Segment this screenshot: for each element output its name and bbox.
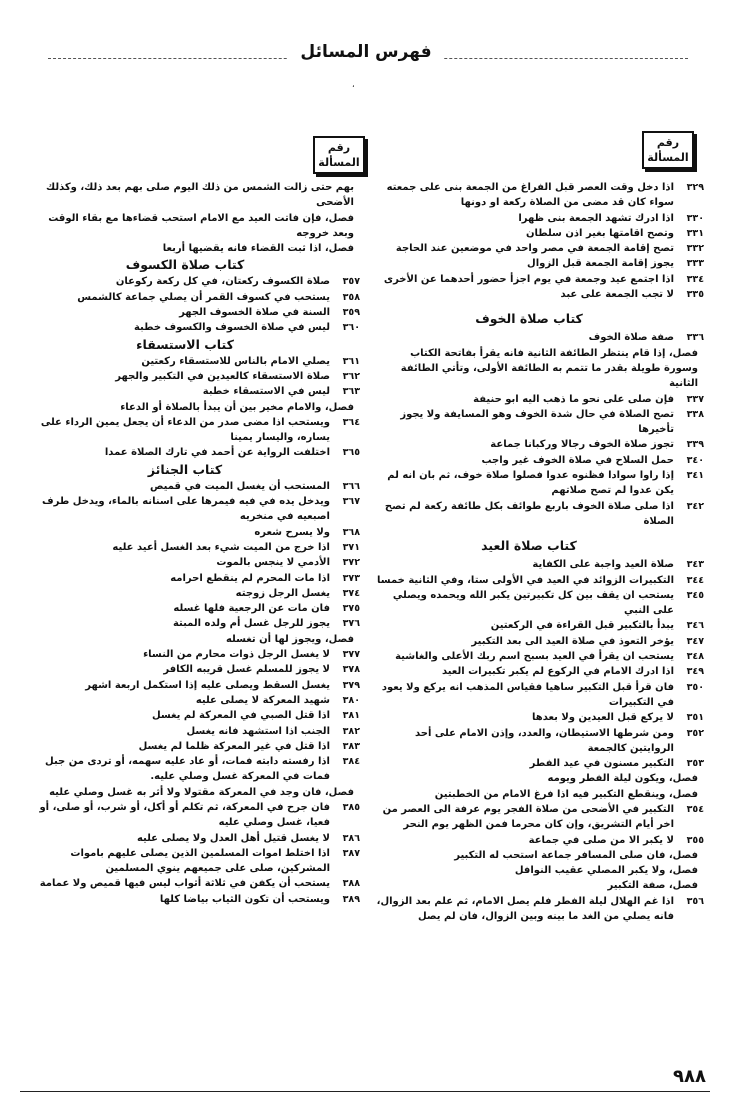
entry-number: ٣٨٨ (342, 878, 360, 890)
entry-number: ٣٧٨ (342, 664, 360, 676)
entry-text: التكبيرات الزوائد في العيد في الأولى ستا، وفي الثانية خمسا (377, 574, 674, 586)
entry-number: ٣٢٩ (686, 182, 704, 193)
entry-text: ويستحب اذا مضى صدر من الدعاء أن يجعل يمين الرداء على يساره، واليسار يمينا (40, 416, 330, 444)
footer-rule (20, 1091, 710, 1092)
index-entry (374, 226, 704, 241)
index-entry (30, 445, 360, 460)
index-entry (30, 494, 360, 525)
index-column-left (30, 180, 360, 907)
index-entry (30, 415, 360, 446)
index-entry (30, 555, 360, 570)
entry-number: ٣٨٥ (342, 801, 360, 813)
entry-text: اذا مات المحرم لم ينقطع احرامه (170, 572, 330, 584)
entry-text: ليس في صلاة الخسوف والكسوف خطبة (133, 322, 330, 334)
entry-number: ٣٨٤ (342, 756, 360, 768)
entry-number: ٣٧٢ (342, 557, 360, 569)
entry-text: يستحب أن يكفن في ثلاثة أثواب ليس فيها قميص ولا عمامة (39, 878, 330, 890)
index-entry (30, 525, 360, 540)
index-entry (374, 437, 704, 452)
entry-number: ٣٤٨ (686, 651, 704, 663)
entry-text: اذا قتل الصبي في المعركة لم يغسل (151, 710, 330, 722)
index-entry (30, 708, 360, 723)
entry-text: لا يغسل الرجل ذوات محارم من النساء (143, 649, 330, 661)
entry-text: فان مات عن الرجعية فلها غسله (173, 603, 330, 615)
entry-text: صلاة الكسوف ركعتان، في كل ركعة ركوعان (115, 276, 330, 288)
index-entry (30, 647, 360, 662)
entry-number: ٣٣٤ (686, 273, 704, 285)
index-entry (374, 588, 704, 619)
index-entry (374, 726, 704, 757)
entry-text: اذا ادرك الامام في الركوع لم يكبر تكبيرات العيد (441, 666, 674, 678)
index-entry (30, 754, 360, 785)
index-entry (374, 180, 704, 211)
index-entry (30, 586, 360, 601)
entry-number: ٣٣٥ (686, 289, 704, 301)
entry-number: ٣٤٣ (686, 559, 704, 571)
index-entry (30, 678, 360, 693)
entry-text: فصل، فإن فاتت العيد مع الامام استحب قضاءها مع بقاء الوقت وبعد خروجه (48, 212, 354, 239)
entry-number: ٣٤٩ (686, 666, 704, 678)
index-entry (30, 693, 360, 708)
index-entry (374, 287, 704, 302)
entry-text: يستحب ان يقرأ في العيد بسبح اسم ربك الأعلى والغاشية (395, 651, 674, 663)
index-entry (30, 571, 360, 586)
entry-text: يستحب في كسوف القمر أن يصلي جماعة كالشمس (77, 291, 330, 303)
entry-number: ٣٣٨ (686, 408, 704, 420)
entry-text: المستحب أن يغسل الميت في قميص (149, 480, 330, 492)
index-continuation (30, 180, 360, 211)
badge-label-line1: رقم (656, 136, 680, 149)
index-note (374, 878, 704, 893)
index-entry (30, 616, 360, 631)
index-entry (374, 802, 704, 833)
entry-text: يستحب ان يقف بين كل تكبيرتين يكبر الله ويحمده ويصلي على النبي (392, 589, 674, 617)
entry-text: حمل السلاح في صلاة الخوف غير واجب (481, 454, 674, 466)
index-entry (374, 680, 704, 711)
entry-text: التكبير في الأضحى من صلاة الفجر يوم عرفة الى العصر من اخر أيام التشريق، وإن كان محرما فمن الظهر يوم النحر (382, 803, 674, 831)
entry-text: فصل، فان وجد في المعركة مقتولا ولا أثر به غسل وصلي عليه (49, 786, 354, 798)
entry-number: ٣٤١ (686, 470, 704, 482)
index-entry (30, 384, 360, 399)
entry-number: ٣٧٥ (342, 603, 360, 615)
entry-text: الجنب اذا استشهد فانه يغسل (186, 725, 330, 737)
entry-number: ٣٨٦ (342, 832, 360, 844)
entry-text: فصل، والامام مخير بين أن يبدأ بالصلاة أو الدعاء (120, 401, 354, 413)
index-note (374, 848, 704, 863)
entry-number: ٣٦١ (342, 355, 360, 367)
entry-text: وتصح اقامتها بغير اذن سلطان (525, 227, 674, 239)
entry-text: فصل، وينقطع التكبير فيه اذا فرغ الامام من الخطبتين (434, 788, 698, 800)
entry-text: شهيد المعركة لا يصلى عليه (195, 694, 330, 706)
entry-number: ٣٧١ (342, 541, 360, 553)
entry-number: ٣٦٥ (342, 447, 360, 459)
index-entry (374, 453, 704, 468)
entry-text: فصل، ويكون ليلة الفطر ويومه (547, 773, 698, 785)
entry-text: فإن صلى على نحو ما ذهب اليه ابو حنيفة (473, 393, 674, 405)
badge-label-line1: رقم (327, 141, 351, 154)
entry-text: تصح إقامة الجمعة في مصر واحد في موضعين عند الحاجة (395, 243, 674, 255)
entry-number: ٣٣١ (686, 227, 704, 239)
entry-number: ٣٥٥ (686, 834, 704, 846)
page-header (0, 42, 732, 62)
index-entry (374, 664, 704, 679)
section-heading: كتاب صلاة الكسوف (125, 257, 245, 273)
entry-number: ٣٤٤ (686, 574, 704, 586)
entry-number: ٣٣٩ (686, 439, 704, 451)
index-note (374, 863, 704, 878)
entry-number: ٣٥٠ (686, 681, 704, 693)
index-entry (374, 392, 704, 407)
entry-number: ٣٧٣ (342, 572, 360, 584)
index-entry (30, 320, 360, 335)
index-entry (374, 573, 704, 588)
entry-text: تصح الصلاة في حال شدة الخوف وهو المسايفة ولا يجوز تأخيرها (400, 408, 674, 436)
index-entry (30, 846, 360, 877)
entry-number: ٣٤٢ (686, 500, 704, 512)
index-note (374, 346, 704, 392)
entry-text: يغسل الرجل زوجته (235, 587, 330, 599)
index-entry (374, 330, 704, 345)
index-entry (30, 876, 360, 891)
entry-number: ٣٧٧ (342, 649, 360, 661)
entry-number: ٣٨٩ (342, 893, 360, 905)
entry-text: لا تجب الجمعة على عبد (560, 289, 674, 301)
issue-number-badge-right (642, 131, 694, 169)
entry-number: ٣٦٤ (342, 416, 360, 428)
index-note (30, 211, 360, 242)
index-note (30, 785, 360, 800)
entry-number: ٣٤٧ (686, 635, 704, 647)
page-number: ٩٨٨ (673, 1066, 706, 1087)
entry-text: صلاة العيد واجبة على الكفاية (532, 559, 674, 571)
entry-text: ولا يسرح شعره (254, 526, 330, 538)
entry-text: الأدمي لا ينجس بالموت (216, 557, 330, 569)
index-entry (374, 499, 704, 530)
index-note (374, 771, 704, 786)
entry-text: إذا راوا سوادا فظنوه عدوا فصلوا صلاة خوف، ثم بان انه لم يكن عدوا لم تصح صلاتهم (387, 470, 674, 497)
entry-number: ٣٤٠ (686, 454, 704, 466)
section-heading: كتاب صلاة العيد (481, 538, 577, 554)
index-entry (374, 211, 704, 226)
header-mark: ، (352, 80, 355, 89)
entry-number: ٣٥٨ (342, 291, 360, 303)
index-entry (30, 662, 360, 677)
entry-text: اختلفت الرواية عن أحمد في تارك الصلاة عمدا (104, 447, 330, 459)
index-entry (374, 649, 704, 664)
entry-text: يبدأ بالتكبير قبل القراءة في الركعتين (490, 620, 674, 632)
entry-text: يصلي الامام بالناس للاستسقاء ركعتين (141, 355, 330, 367)
entry-text: ويدخل يده في فيه فيمرها على اسنانه بالماء، ويدخل طرف اصبعيه في منخريه (42, 496, 330, 523)
entry-text: لا يجوز للمسلم غسل قريبه الكافر (163, 664, 330, 676)
index-entry (374, 557, 704, 572)
entry-text: السنة في صلاة الخسوف الجهر (179, 307, 330, 319)
entry-number: ٣٤٦ (686, 620, 704, 632)
index-entry (30, 601, 360, 616)
entry-text: اذا خرج من الميت شيء بعد الغسل أعيد عليه (112, 541, 330, 553)
entry-number: ٣٧٩ (342, 679, 360, 691)
entry-number: ٣٣٣ (686, 258, 704, 270)
entry-number: ٣٥٦ (686, 895, 704, 907)
entry-number: ٣٣٦ (686, 332, 704, 344)
index-entry (374, 756, 704, 771)
entry-number: ٣٧٤ (342, 587, 360, 599)
index-entry (30, 290, 360, 305)
entry-text: فصل، فان صلى المسافر جماعة استحب له التكبير (454, 849, 698, 861)
index-entry (374, 710, 704, 725)
index-entry (374, 256, 704, 271)
entry-number: ٣٣٧ (686, 393, 704, 405)
index-entry (30, 892, 360, 907)
section-heading: كتاب الاستسقاء (136, 336, 234, 352)
index-entry (374, 468, 704, 499)
index-entry (30, 800, 360, 831)
entry-number: ٣٦٣ (342, 386, 360, 398)
entry-text: فصل، صفة التكبير (607, 880, 698, 892)
index-entry (30, 831, 360, 846)
index-entry (30, 540, 360, 555)
entry-number: ٣٨١ (342, 710, 360, 722)
entry-number: ٣٦٠ (342, 322, 360, 334)
entry-text: صلاة الاستسقاء كالعيدين في التكبير والجهر (115, 370, 330, 382)
entry-text: اذا ادرك تشهد الجمعة بنى ظهرا (518, 212, 674, 224)
entry-text: التكبير مسنون في عيد الفطر (529, 758, 674, 770)
entry-text: اذا قتل في غير المعركة ظلما لم يغسل (138, 740, 330, 752)
entry-text: فصل، اذا ثبت القضاء فانه يقضيها أربعا (162, 243, 354, 255)
entry-number: ٣٣٠ (686, 212, 704, 224)
index-entry (30, 305, 360, 320)
section-heading: كتاب الجنائز (147, 461, 223, 477)
index-entry (374, 241, 704, 256)
index-entry (30, 354, 360, 369)
entry-text: اذا رفسته دابته فمات، أو عاد عليه سهمه، أو تردى من جبل فمات في المعركة غسل وصلي عليه. (45, 756, 330, 783)
entry-number: ٣٥٩ (342, 307, 360, 319)
badge-label-line2: المسألة (318, 156, 360, 169)
entry-text: اذا دخل وقت العصر قبل الفراغ من الجمعة بنى على جمعته سواء كان قد مضى من الصلاة ركعة او دونها (386, 182, 674, 209)
index-note (30, 241, 360, 256)
entry-text: صفة صلاة الخوف (588, 332, 674, 344)
entry-number: ٣٦٢ (342, 370, 360, 382)
index-entry (30, 739, 360, 754)
index-entry (374, 618, 704, 633)
issue-number-badge-left (313, 136, 365, 174)
index-entry (374, 634, 704, 649)
index-column-right (374, 180, 704, 924)
index-note (30, 400, 360, 415)
badge-label-line2: المسألة (647, 151, 689, 164)
entry-number: ٣٨٧ (342, 847, 360, 859)
entry-text: لا يغسل قتيل أهل العدل ولا يصلى عليه (136, 832, 330, 844)
entry-number: ٣٨٠ (342, 694, 360, 706)
index-entry (30, 479, 360, 494)
index-entry (374, 272, 704, 287)
index-entry (30, 369, 360, 384)
index-note (374, 787, 704, 802)
index-note (30, 632, 360, 647)
entry-text: فصل، إذا قام ينتظر الطائفة الثانية فانه يقرأ بفاتحة الكتاب وسورة طويلة بقدر ما تتمم به الطائفة الأولى، وتأتي الطائفة الثانية (400, 347, 698, 390)
entry-text: ومن شرطها الاستيطان، والعدد، وإذن الامام على أحد الروايتين كالجمعة (415, 727, 674, 754)
index-entry (374, 894, 704, 925)
entry-text: فصل، ويجوز لها أن تغسله (225, 633, 354, 645)
entry-number: ٣٥٢ (686, 727, 704, 739)
entry-number: ٣٥٧ (342, 276, 360, 288)
entry-number: ٣٥١ (686, 712, 704, 724)
entry-text: ليس في الاستسقاء خطبة (202, 386, 330, 398)
entry-text: يؤخر التعوذ في صلاة العيد الى بعد التكبير (471, 635, 674, 647)
entry-text: يجوز للرجل غسل أم ولده المبتة (172, 618, 330, 630)
entry-text: تجوز صلاة الخوف رجالا وركبانا جماعة (490, 439, 674, 451)
entry-text: لا يكبر الا من صلى في جماعة (528, 834, 674, 846)
page-title: فهرس المسائل (288, 42, 443, 62)
entry-number: ٣٥٣ (686, 758, 704, 770)
section-heading: كتاب صلاة الخوف (475, 311, 583, 327)
entry-text: فصل، ولا يكبر المصلي عقيب النوافل (514, 865, 698, 877)
entry-number: ٣٦٦ (342, 480, 360, 492)
entry-number: ٣٨٢ (342, 725, 360, 737)
entry-text: يجوز إقامة الجمعة قبل الزوال (527, 258, 674, 270)
index-entry (374, 833, 704, 848)
entry-number: ٣٧٦ (342, 618, 360, 630)
index-entry (30, 274, 360, 289)
entry-text: اذا اجتمع عيد وجمعة في يوم اجزأ حضور أحدهما عن الأخرى (383, 273, 674, 285)
entry-number: ٣٣٢ (686, 243, 704, 255)
entry-text: اذا صلى صلاة الخوف باربع طوائف بكل طائفة ركعة لم تصح الصلاة (384, 500, 674, 527)
entry-number: ٣٨٣ (342, 740, 360, 752)
entry-text: يغسل السقط ويصلى عليه إذا استكمل اربعة اشهر (85, 679, 330, 691)
entry-text: فان قرأ قبل التكبير ساهيا فقياس المذهب انه يركع ولا يعود في التكبيرات (381, 681, 674, 708)
entry-text: لا يركع قبل العيدين ولا بعدها (532, 712, 674, 724)
index-entry (30, 724, 360, 739)
entry-number: ٣٦٧ (342, 496, 360, 508)
entry-text: بهم حتى زالت الشمس من ذلك اليوم صلى بهم بعد ذلك، وكذلك الأضحى (46, 182, 354, 209)
entry-text: اذا غم الهلال ليلة الفطر فلم يصل الامام، ثم علم بعد الزوال، فانه يصلي من الغد ما بينه وبين الزوال، فان لم يصل (376, 895, 674, 923)
entry-text: اذا اختلط اموات المسلمين الذين يصلى عليهم باموات المشركين، صلى على جميعهم ينوي المسلمين (70, 847, 330, 875)
entry-text: ويستحب أن تكون الثياب بياضا كلها (159, 893, 330, 905)
index-entry (374, 407, 704, 438)
entry-number: ٣٦٨ (342, 526, 360, 538)
entry-number: ٣٥٤ (686, 803, 704, 815)
entry-text: فان جرح في المعركة، ثم تكلم أو أكل، أو شرب، أو صلى، أو فعيا، غسل وصلي عليه (39, 801, 330, 829)
entry-number: ٣٤٥ (686, 589, 704, 601)
